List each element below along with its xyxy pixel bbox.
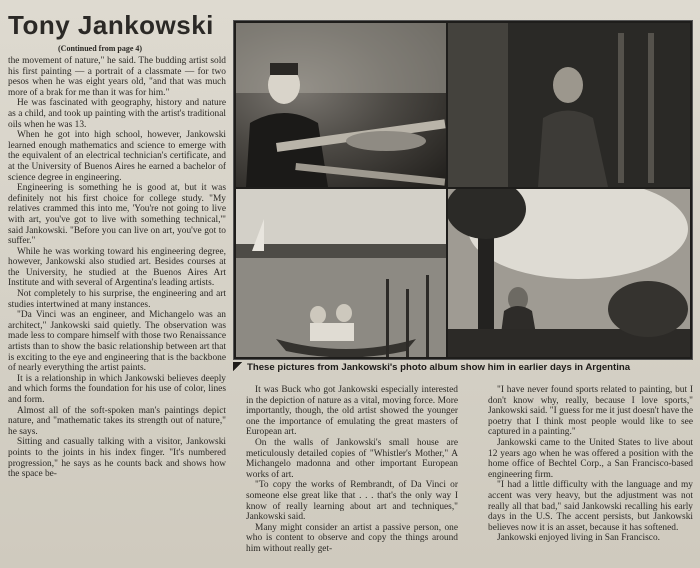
paragraph: It is a relationship in which Jankowski believes deeply and which forms the foundation for his use of color, lines and form.	[8, 373, 226, 405]
continued-note: (Continued from page 4)	[58, 44, 143, 53]
paragraph: It was Buck who got Jankowski especially interested in the depiction of nature as a vital, moving force. More importantly, though, the old artist showed the younger one the importance of emulating the great masters of European art.	[246, 385, 458, 438]
paragraph: "To copy the works of Rembrandt, of Da Vinci or someone else great like that . . . that's the only way I know of really learning about art and techniques," Jankowski said.	[246, 480, 458, 523]
photo-man-by-tree-image	[448, 189, 690, 357]
paragraph: While he was working toward his engineering degree, however, Jankowski also studied art. Besides courses at the University, he studied at the Buenos Aires Art Institute and with several of Argentina's leading artists.	[8, 246, 226, 289]
photo-man-by-tree	[448, 189, 690, 357]
paragraph: Jankowski came to the United States to live about 12 years ago when he was offered a position with the home office of Bechtel Corp., a San Francisco-based engineering firm.	[488, 437, 693, 480]
article-column-3	[488, 385, 693, 568]
paragraph: He was fascinated with geography, history and nature as a child, and took up painting with the artist's traditional oils when he was 13.	[8, 98, 226, 130]
paragraph: Jankowski enjoyed living in San Francisco.	[497, 533, 661, 544]
caption-arrow-icon	[233, 362, 243, 371]
photo-caption	[233, 362, 695, 373]
paragraph: "I had a little difficulty with the language and my accent was very heavy, but the adjustment was not really all that bad," said Jankowski recalling his early days in the U.S. The accent persists, but Jankowski believes now it is an asset, because it has softened.	[488, 480, 693, 533]
photo-man-seated-image	[448, 23, 690, 187]
photo-man-seated	[448, 23, 690, 187]
paragraph: "I have never found sports related to painting, but I don't know why, really, because I love sports," Jankowski said. "I guess for me it just doesn't have the poetry that I think most people would like to see captured in a painting."	[488, 385, 693, 438]
paragraph: Sitting and casually talking with a visitor, Jankowski points to the joints in his index finger. "It's numbered progression," he says as he counts back and shows how the space be-	[8, 437, 226, 480]
paragraph: On the walls of Jankowski's small house are meticulously detailed copies of "Whistler's Mother," A Michangelo madonna and other important European works of art.	[246, 437, 458, 480]
photo-boat-on-water-image	[236, 189, 446, 357]
article-column-1	[8, 56, 226, 568]
photo-caption-text: These pictures from Jankowski's photo album show him in earlier days in Argentina	[247, 362, 631, 373]
paragraph: Many might consider an artist a passive person, one who is content to observe and copy the things around him without really get-	[246, 522, 458, 554]
photo-man-at-oars-image	[236, 23, 446, 187]
paragraph: the movement of nature," he said. The budding artist sold his first painting — a portrait of a classmate — for two pesos when he was eight years old, "and that was much more of a brak for me than it was for him."	[8, 56, 226, 98]
paragraph: Engineering is something he is good at, but it was definitely not his first choice for college study. "My relatives crammed this into me, 'You're not going to live with art, you've got to live with something technical,'" said Jankowski. "Before you can live on art, you've got to suffer."	[8, 183, 226, 247]
photo-album-collage	[233, 20, 693, 360]
paragraph: Almost all of the soft-spoken man's paintings depict nature, and "mathematic takes its strength out of nature," he says.	[8, 405, 226, 437]
photo-boat-on-water	[236, 189, 446, 357]
article-column-2	[246, 385, 458, 568]
paragraph: "Da Vinci was an engineer, and Michangelo was an architect," Jankowski said quietly. The observation was made less to compare himself with those two Renaissance artists than to show the basic relationship between art that is exciting to the eye and engineering that is the backbone of nearly everything the artist paints.	[8, 310, 226, 374]
paragraph: Not completely to his surprise, the engineering and art studies intertwined at many instances.	[8, 289, 226, 310]
photo-man-at-oars	[236, 23, 446, 187]
paragraph: When he got into high school, however, Jankowski learned enough mathematics and science to emerge with the equivalent of an electrical technician's certificate, and at the University of Buenos Aires he earned a bachelor of science degree in engineering.	[8, 130, 226, 183]
article-headline: Tony Jankowski	[8, 10, 214, 40]
